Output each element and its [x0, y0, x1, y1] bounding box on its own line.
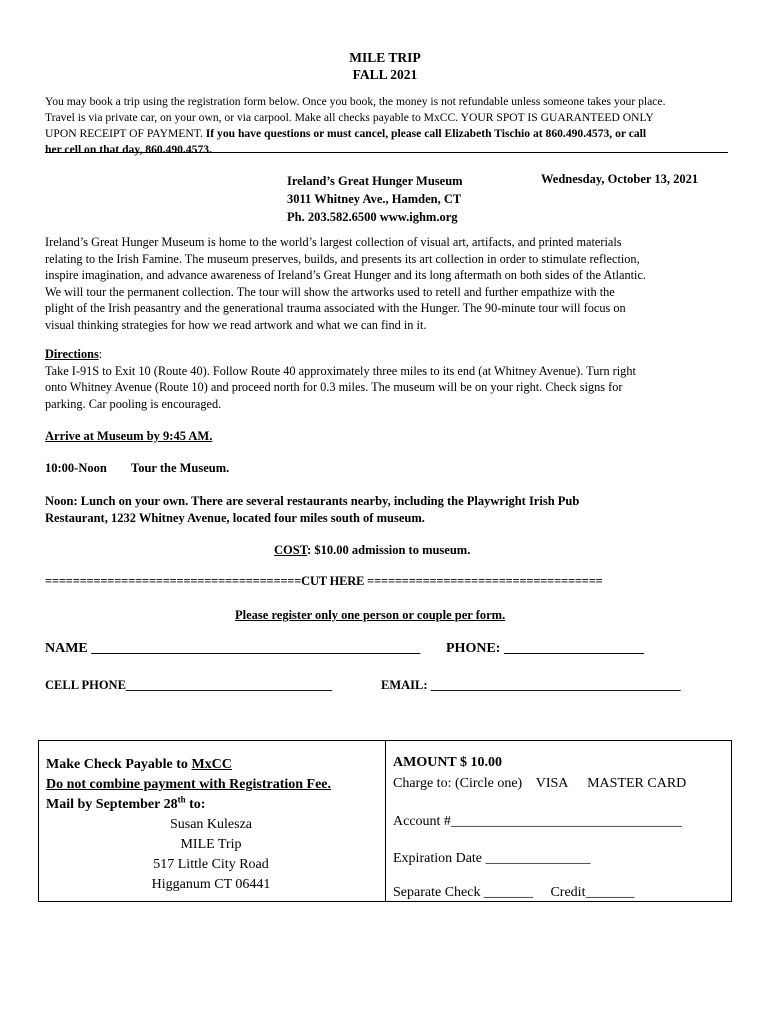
payment-method-line — [393, 885, 634, 901]
credit-field[interactable]: Credit_______ — [550, 885, 635, 900]
cell-phone-label: CELL PHONE — [45, 678, 126, 692]
venue-address: 3011 Whitney Ave., Hamden, CT — [287, 192, 462, 206]
description-line: plight of the Irish peasantry and the generational trauma associated with the Hunger. The 90-minute tour will focus on — [45, 301, 626, 315]
email-field[interactable] — [381, 678, 681, 693]
directions-section — [45, 346, 636, 412]
description-line: inspire imagination, and advance awareness of Ireland’s Great Hunger and its long aftermath on both sides of the Atlantic. — [45, 268, 646, 282]
amount: AMOUNT $ 10.00 — [393, 755, 503, 770]
description-line: visual thinking strategies for how we read artwork and what we can find in it. — [45, 317, 427, 332]
intro-line: her cell on that day, 860.490.4573. — [45, 143, 212, 156]
charge-to-line — [393, 776, 686, 792]
email-blank[interactable]: ________________________________________ — [430, 678, 681, 692]
description-line: Ireland’s Great Hunger Museum is home to the world’s largest collection of visual art, artifacts, and printed materials — [45, 235, 622, 249]
mailing-address-line: MILE Trip — [180, 837, 242, 852]
email-label: EMAIL: — [381, 678, 428, 692]
venue-name: Ireland’s Great Hunger Museum — [287, 174, 463, 188]
check-payable-line — [46, 755, 376, 775]
payment-box-divider — [385, 741, 386, 901]
charge-to-label: Charge to: (Circle one) — [393, 776, 523, 791]
description-line: We will tour the permanent collection. The tour will show the artworks used to retell and further empathize with the — [45, 284, 615, 299]
no-combine-notice: Do not combine payment with Registration Fee. — [46, 777, 332, 792]
description-line: relating to the Irish Famine. The museum preserves, builds, and presents its art collection in order to stimulate reflection, — [45, 251, 640, 266]
mail-by-suffix: th — [177, 794, 186, 805]
mastercard-option[interactable]: MASTER CARD — [587, 776, 687, 791]
divider — [45, 152, 728, 153]
mailing-address-line: Higganum CT 06441 — [151, 877, 271, 892]
venue-contact: Ph. 203.582.6500 www.ighm.org — [287, 210, 458, 224]
lunch-info-continued: Restaurant, 1232 Whitney Avenue, located four miles south of museum. — [45, 511, 425, 525]
page-subtitle: FALL 2021 — [352, 67, 418, 82]
account-number-field[interactable]: Account #_________________________________ — [393, 814, 682, 829]
separate-check-field[interactable]: Separate Check _______ — [393, 885, 533, 900]
venue-block — [287, 172, 463, 226]
trip-date: Wednesday, October 13, 2021 — [541, 172, 699, 186]
mailing-instructions — [46, 755, 376, 895]
phone-blank[interactable]: ____________________ — [503, 641, 644, 656]
payment-box — [38, 740, 732, 902]
lunch-info: Noon: Lunch on your own. There are several restaurants nearby, including the Playwright Irish Pub — [45, 494, 580, 508]
cost-label: COST — [274, 543, 308, 557]
mail-to-text: to: — [185, 797, 206, 812]
mailing-address-line: Susan Kulesza — [169, 817, 253, 832]
page-title: MILE TRIP — [349, 50, 421, 65]
phone-field[interactable] — [446, 641, 644, 657]
name-field[interactable] — [45, 641, 420, 657]
directions-line: Take I-91S to Exit 10 (Route 40). Follow Route 40 approximately three miles to its end (at Whitney Avenue). Turn right — [45, 363, 636, 378]
intro-paragraph — [45, 94, 735, 158]
intro-line: You may book a trip using the registration form below. Once you book, the money is not refundable unless someone takes your place. — [45, 95, 666, 108]
visa-option[interactable]: VISA — [535, 776, 568, 791]
directions-line: parking. Car pooling is encouraged. — [45, 396, 222, 411]
cut-here-line: =====================================CUT HERE ================================== — [45, 574, 603, 588]
intro-line: Travel is via private car, on your own, or via carpool. Make all checks payable to MxCC. YOUR SPOT IS GUARANTEED ONLY — [45, 111, 654, 124]
intro-text: UPON RECEIPT OF PAYMENT. — [45, 127, 206, 140]
cell-phone-blank[interactable]: _________________________________ — [125, 678, 333, 692]
phone-label: PHONE: — [446, 641, 501, 656]
mailing-address-line: 517 Little City Road — [153, 857, 269, 872]
name-label: NAME — [45, 641, 88, 656]
tour-time: 10:00-Noon — [45, 461, 107, 475]
cost-line — [274, 543, 470, 558]
intro-contact-text: If you have questions or must cancel, please call Elizabeth Tischio at 860.490.4573, or call — [205, 127, 647, 140]
registration-notice: Please register only one person or couple per form. — [235, 608, 506, 622]
museum-description — [45, 234, 646, 333]
directions-heading: Directions — [45, 347, 99, 361]
mail-by-line — [46, 795, 376, 815]
intro-line — [45, 126, 735, 142]
cell-phone-field[interactable] — [45, 678, 332, 693]
check-payable-text: Make Check Payable to — [46, 757, 192, 772]
check-payee: MxCC — [191, 757, 232, 772]
directions-line: onto Whitney Avenue (Route 10) and proceed north for 0.3 miles. The museum will be on your right. Check signs for — [45, 380, 623, 394]
name-blank[interactable]: _______________________________________________ — [91, 641, 421, 656]
mail-by-text: Mail by September 28 — [46, 797, 178, 812]
tour-description: Tour the Museum. — [131, 461, 230, 475]
cost-text: : $10.00 admission to museum. — [307, 543, 471, 557]
arrival-time: Arrive at Museum by 9:45 AM. — [45, 429, 213, 443]
directions-heading-line — [45, 346, 636, 363]
expiration-date-field[interactable]: Expiration Date _______________ — [393, 851, 591, 866]
directions-colon: : — [98, 347, 103, 361]
